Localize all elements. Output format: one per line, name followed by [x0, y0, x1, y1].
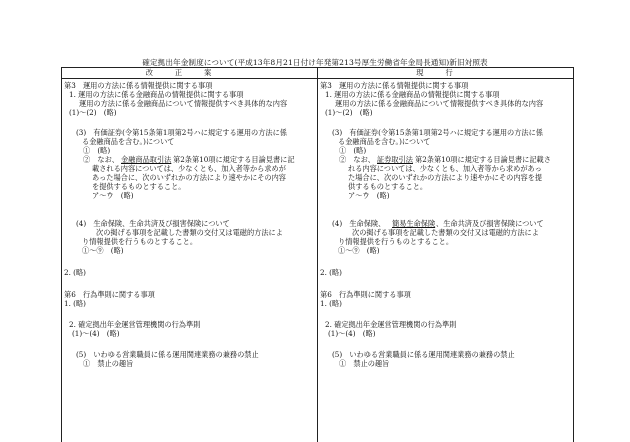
text-line: 第2条第10項に規定する目論見書に記載さ: [415, 155, 551, 164]
text-line: 運用の方法に係る金融商品について情報提供すべき具体的な内容: [79, 99, 288, 108]
text-line: ② なお、: [339, 155, 375, 164]
text-line: 2. 確定拠出年金運営管理機関の行為準則: [325, 320, 457, 329]
text-line: 1. (略): [320, 299, 342, 308]
text-line: 次の掲げる事項を記載した書類の交付又は電磁的方法によ: [352, 228, 539, 237]
text-line: 第6 行為準則に関する事項: [64, 290, 155, 299]
text-line: 第6 行為準則に関する事項: [320, 290, 411, 299]
text-line: ① 禁止の趣旨: [339, 359, 390, 368]
text-line: ①〜⑨ (略): [338, 246, 380, 255]
text-line: る金融商品を含む。)について: [82, 137, 175, 146]
text-line: ① (略): [339, 146, 367, 155]
header-amended: 改正案: [145, 68, 234, 77]
text-line: 運用の方法に係る金融商品について情報提供すべき具体的な内容: [335, 99, 544, 108]
document-title: 確定拠出年金制度について(平成13年8月21日付け年発第213号厚生労働省年金局長通知)新旧対照表: [142, 58, 488, 67]
text-line: る金融商品を含む。)について: [338, 137, 431, 146]
text-line: (1)〜(2) (略): [325, 108, 373, 117]
text-line: (1)〜(4) (略): [328, 329, 376, 338]
text-line: ① (略): [83, 146, 111, 155]
text-line: 第2条第10項に規定する目論見書に記: [173, 155, 295, 164]
text-line: 供するものとすること。: [348, 182, 428, 191]
text-line: (1)〜(4) (略): [72, 329, 120, 338]
underlined-text: 金融商品取引法: [121, 155, 172, 164]
text-line: 2. 確定拠出年金運営管理機関の行為準則: [69, 320, 201, 329]
text-line: 第3 運用の方法に係る情報提供に関する事項: [320, 81, 469, 90]
text-line: 2. (略): [320, 268, 342, 277]
text-line: を提供するものとすること。: [92, 182, 186, 191]
column-divider: [317, 68, 318, 442]
text-line: り情報提供を行うものとすること。: [338, 237, 454, 246]
text-line: (4) 生命保険、: [332, 219, 386, 228]
comparison-table: [61, 67, 574, 442]
header-current: 現行: [416, 68, 475, 77]
text-line: (3) 有価証券(令第15条第1項第2号ハに規定する運用の方法に係: [332, 128, 543, 137]
text-line: 1. 運用の方法に係る金融商品の情報提供に関する事項: [69, 90, 244, 99]
text-line: り情報提供を行うものとすること。: [82, 237, 198, 246]
text-line: 第3 運用の方法に係る情報提供に関する事項: [64, 81, 213, 90]
text-line: ② なお、: [83, 155, 119, 164]
text-line: 、生命共済及び損害保険について: [436, 219, 544, 228]
text-line: 載される内容については、少なくとも、加入者等から求めが: [92, 164, 286, 173]
text-line: (3) 有価証券(令第15条第1項第2号ハに規定する運用の方法に係: [76, 128, 287, 137]
text-line: 1. 運用の方法に係る金融商品の情報提供に関する事項: [325, 90, 500, 99]
text-line: れる内容については、少なくとも、加入者等から求めがあっ: [348, 164, 542, 173]
text-line: た場合に、次のいずれかの方法により速やかにその内容を提: [348, 173, 543, 182]
text-line: ① 禁止の趣旨: [83, 359, 134, 368]
text-line: (5) いわゆる営業職員に係る運用関連業務の兼務の禁止: [332, 350, 515, 359]
text-line: ①〜⑨ (略): [82, 246, 124, 255]
text-line: (1)〜(2) (略): [69, 108, 117, 117]
text-line: ア〜ウ (略): [92, 191, 134, 200]
text-line: (5) いわゆる営業職員に係る運用関連業務の兼務の禁止: [76, 350, 259, 359]
text-line: 1. (略): [64, 299, 86, 308]
text-line: ア〜ウ (略): [348, 191, 390, 200]
text-line: (4) 生命保険、生命共済及び損害保険について: [76, 219, 230, 228]
underlined-text: 簡易生命保険: [392, 219, 436, 228]
text-line: 2. (略): [64, 268, 86, 277]
text-line: あった場合に、次のいずれかの方法により速やかにその内容: [92, 173, 286, 182]
text-line: 次の掲げる事項を記載した書類の交付又は電磁的方法によ: [96, 228, 283, 237]
underlined-text: 証券取引法: [377, 155, 413, 164]
